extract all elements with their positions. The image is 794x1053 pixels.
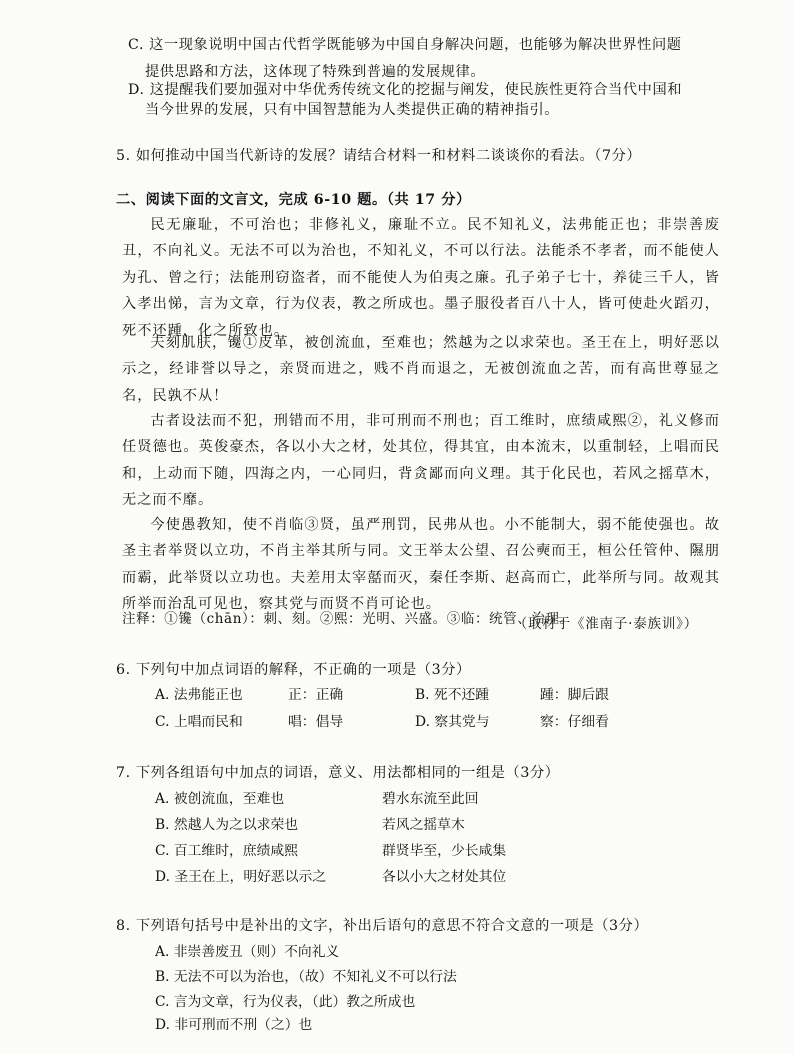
q8-option-b: B. 无法不可以为治也，（故）不知礼义不可以行法 bbox=[155, 969, 457, 985]
q4-option-c-line1: C. 这一现象说明中国古代哲学既能够为中国自身解决问题，也能够为解决世界性问题 bbox=[128, 37, 682, 53]
q6-option-a: A. 法弗能正也 bbox=[155, 687, 243, 703]
q7-option-c-left: C. 百工维时，庶绩咸熙 bbox=[155, 843, 299, 859]
q7-option-a-left: A. 被创流血，至难也 bbox=[155, 791, 285, 807]
passage-notes: 注释：①镵（chān）：刺、刻。②熙：光明、兴盛。③临：统管、治理。 bbox=[122, 611, 574, 627]
passage-source: （取材于《淮南子·泰族训》） bbox=[513, 616, 698, 632]
q4-option-d-line2: 当今世界的发展，只有中国智慧能为人类提供正确的精神指引。 bbox=[145, 102, 560, 118]
q7-option-a-right: 碧水东流至此回 bbox=[382, 791, 479, 807]
question-6-stem: 6. 下列句中加点词语的解释，不正确的一项是（3分） bbox=[116, 662, 471, 678]
q6-option-d: D. 察其党与 bbox=[415, 714, 490, 730]
q7-option-c-right: 群贤毕至，少长咸集 bbox=[382, 843, 507, 859]
q7-option-b-left: B. 然越人为之以求荣也 bbox=[155, 817, 299, 833]
q4-option-c-line2: 提供思路和方法，这体现了特殊到普遍的发展规律。 bbox=[145, 64, 486, 80]
q4-option-d-line1: D. 这提醒我们要加强对中华优秀传统文化的挖掘与阐发，使民族性更符合当代中国和 bbox=[128, 82, 683, 98]
passage-paragraph-2: 夫刻肌肤，镵①皮革，被创流血，至难也；然越为之以求荣也。圣王在上，明好恶以示之，经诽誉以导之，亲贤而进之，贱不肖而退之，无被创流血之苦，而有高世尊显之名，民孰不从！ bbox=[122, 335, 720, 404]
section-2-heading: 二、阅读下面的文言文，完成 6-10 题。（共 17 分） bbox=[116, 192, 471, 208]
passage-paragraph-1: 民无廉耻，不可治也；非修礼义，廉耻不立。民不知礼义，法弗能正也；非崇善废丑，不向礼义。无法不可以为治也，不知礼义，不可以行法。法能杀不孝者，而不能使人为孔、曾之行；法能刑窃盗者，而不能使人为伯夷之廉。孔子弟子七十，养徒三千人，皆入孝出悌，言为文章，行为仪表，教之所成也。墨子服役者百八十人，皆可使赴火蹈刃，死不还踵，化之所致也。 bbox=[122, 217, 720, 339]
q6-option-d-gloss: 察：仔细看 bbox=[540, 714, 609, 730]
q8-option-a: A. 非崇善废丑（则）不向礼义 bbox=[155, 944, 340, 960]
question-7-stem: 7. 下列各组语句中加点的词语，意义、用法都相同的一组是（3分） bbox=[116, 765, 560, 781]
question-8-stem: 8. 下列语句括号中是补出的文字，补出后语句的意思不符合文意的一项是（3分） bbox=[116, 918, 649, 934]
q6-option-b-gloss: 踵：脚后跟 bbox=[540, 687, 609, 703]
q8-option-c: C. 言为文章，行为仪表，（此）教之所成也 bbox=[155, 994, 416, 1010]
q6-option-b: B. 死不还踵 bbox=[415, 687, 490, 703]
q7-option-b-right: 若风之摇草木 bbox=[382, 817, 465, 833]
q7-option-d-right: 各以小大之材处其位 bbox=[382, 869, 507, 885]
q6-option-c-gloss: 唱：倡导 bbox=[288, 714, 344, 730]
q6-option-c: C. 上唱而民和 bbox=[155, 714, 243, 730]
q8-option-d: D. 非可刑而不刑（之）也 bbox=[155, 1017, 313, 1033]
passage-paragraph-3: 古者设法而不犯，刑错而不用，非可刑而不刑也；百工维时，庶绩咸熙②，礼义修而任贤德也。英俊豪杰，各以小大之材，处其位，得其宜，由本流末，以重制轻，上唱而民和，上动而下随，四海之内，一心同归，背贪鄙而向义理。其于化民也，若风之摇草木，无之而不靡。 bbox=[122, 413, 720, 509]
q6-option-a-gloss: 正：正确 bbox=[288, 687, 344, 703]
question-5: 5. 如何推动中国当代新诗的发展？请结合材料一和材料二谈谈你的看法。（7分） bbox=[116, 148, 642, 164]
q7-option-d-left: D. 圣王在上，明好恶以示之 bbox=[155, 869, 327, 885]
passage-paragraph-4: 今使愚教知，使不肖临③贤，虽严刑罚，民弗从也。小不能制大，弱不能使强也。故圣主者举贤以立功，不肖主举其所与同。文王举太公望、召公奭而王，桓公任管仲、隰朋而霸，此举贤以立功也。夫差用太宰嚭而灭，秦任李斯、赵高而亡，此举所与同。故观其所举而治乱可见也，察其党与而贤不肖可论也。 bbox=[122, 517, 720, 613]
